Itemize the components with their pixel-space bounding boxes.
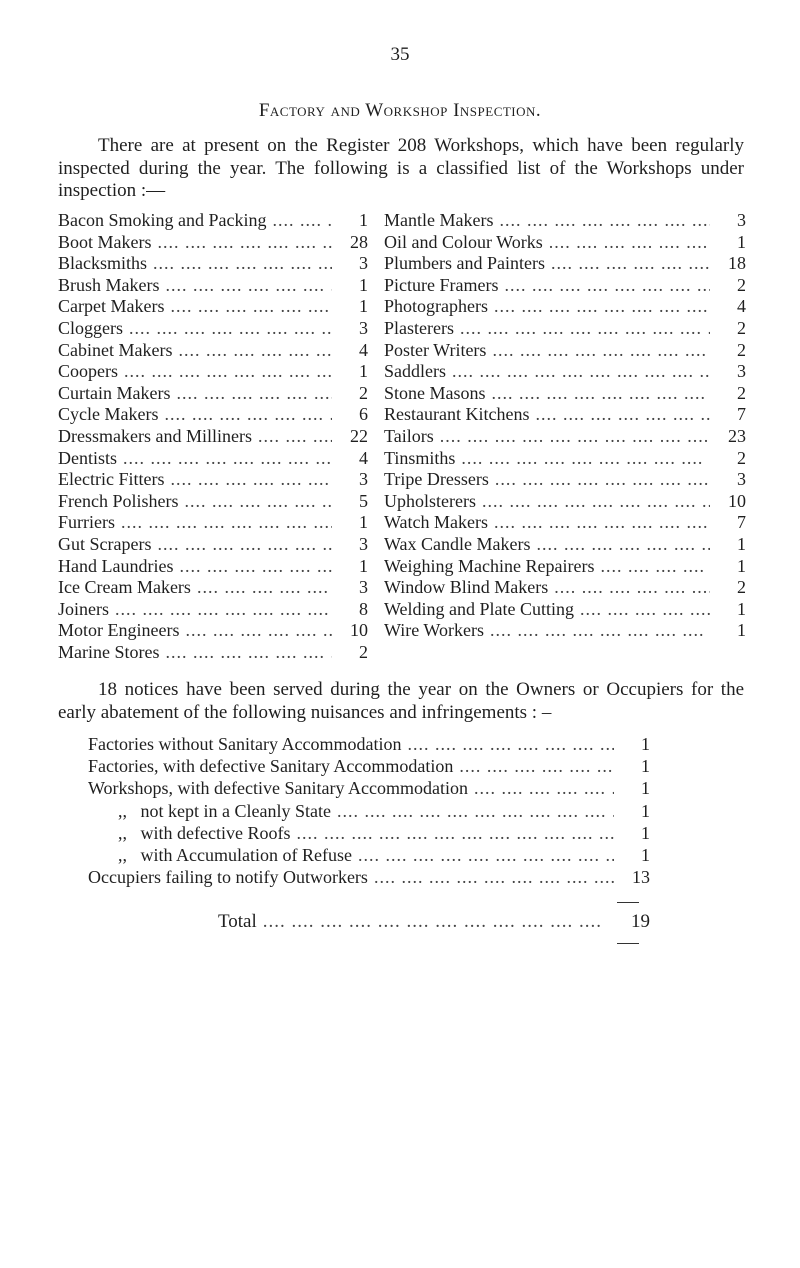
trade-row [58, 448, 368, 470]
trade-count: 3 [359, 253, 368, 274]
trade-name: Coopers [58, 361, 118, 382]
trade-row [384, 296, 746, 318]
trade-name: Stone Masons [384, 382, 486, 403]
nuisance-row [88, 777, 650, 799]
trade-count: 3 [737, 361, 746, 382]
trade-count: 10 [350, 620, 368, 641]
trade-row [384, 491, 746, 513]
trade-name: Watch Makers [384, 512, 489, 533]
trade-name: Tailors [384, 425, 434, 446]
trade-count: 18 [728, 253, 746, 274]
trade-row [58, 534, 368, 556]
nuisance-row [88, 844, 650, 866]
trade-row [58, 577, 368, 599]
trade-name: Gut Scrapers [58, 533, 152, 554]
trade-count: 1 [359, 555, 368, 576]
trade-row [384, 404, 746, 426]
trade-count: 2 [737, 577, 746, 598]
nuisance-label: Factories without Sanitary Accommodation [88, 734, 402, 754]
nuisance-count: 1 [641, 800, 650, 821]
trade-name: Furriers [58, 512, 115, 533]
trade-name: Plasterers [384, 317, 454, 338]
intro-paragraph: There are at present on the Register 208 Workshops, which have been regularly inspected during the year. The following is a classified list of the Workshops under inspection :— [58, 135, 744, 201]
trade-name: Picture Framers [384, 274, 499, 295]
trade-count: 7 [737, 512, 746, 533]
trade-name: French Polishers [58, 490, 179, 511]
trade-name: Poster Writers [384, 339, 487, 360]
nuisance-count: 13 [632, 867, 650, 888]
trade-count: 2 [737, 317, 746, 338]
total-rule-top [617, 902, 639, 903]
trade-name: Electric Fitters [58, 469, 165, 490]
trade-count: 1 [737, 598, 746, 619]
trade-count: 3 [359, 533, 368, 554]
trade-count: 1 [359, 361, 368, 382]
nuisance-label: Workshops, with defective Sanitary Accommodation [88, 778, 468, 799]
trade-row [384, 599, 746, 621]
trade-row [58, 469, 368, 491]
trade-count: 5 [359, 490, 368, 511]
trade-row [384, 469, 746, 491]
nuisance-count: 1 [641, 756, 650, 777]
trade-name: Restaurant Kitchens [384, 404, 530, 425]
trade-name: Curtain Makers [58, 382, 171, 403]
trade-count: 4 [359, 447, 368, 468]
trade-name: Tripe Dressers [384, 469, 489, 490]
trade-name: Cloggers [58, 317, 123, 338]
trade-name: Blacksmiths [58, 253, 147, 274]
trade-name: Carpet Makers [58, 296, 165, 317]
trades-right-column [384, 210, 746, 642]
trade-count: 2 [737, 447, 746, 468]
trade-name: Mantle Makers [384, 210, 494, 230]
trade-name: Plumbers and Painters [384, 253, 545, 274]
trade-row [58, 383, 368, 405]
nuisance-label: ,, not kept in a Cleanly State [118, 800, 331, 821]
trade-name: Wax Candle Makers [384, 533, 531, 554]
trade-name: Ice Cream Makers [58, 577, 191, 598]
trade-row [58, 232, 368, 254]
trade-row [58, 642, 368, 664]
trade-name: Joiners [58, 598, 109, 619]
page-number: 35 [390, 44, 410, 65]
trade-name: Brush Makers [58, 274, 160, 295]
trade-name: Upholsterers [384, 490, 476, 511]
trade-row [58, 340, 368, 362]
trade-name: Tinsmiths [384, 447, 456, 468]
trade-row [58, 556, 368, 578]
trade-count: 3 [359, 469, 368, 490]
nuisance-row [88, 800, 650, 822]
trade-row [58, 426, 368, 448]
trade-row [384, 275, 746, 297]
trade-row [58, 318, 368, 340]
trade-row [384, 448, 746, 470]
trade-row [58, 599, 368, 621]
trade-count: 8 [359, 598, 368, 619]
trade-row [384, 210, 746, 232]
trade-row [58, 296, 368, 318]
trade-count: 1 [737, 533, 746, 554]
trade-count: 3 [737, 210, 746, 230]
trade-count: 1 [359, 210, 368, 230]
trade-count: 23 [728, 425, 746, 446]
trade-name: Cycle Makers [58, 404, 159, 425]
trade-row [58, 404, 368, 426]
trade-name: Motor Engineers [58, 620, 180, 641]
nuisance-label: ,, with Accumulation of Refuse [118, 844, 352, 865]
trade-name: Marine Stores [58, 641, 160, 662]
trade-count: 3 [359, 577, 368, 598]
trade-count: 4 [737, 296, 746, 317]
trade-count: 2 [359, 641, 368, 662]
trade-count: 7 [737, 404, 746, 425]
trade-row [58, 620, 368, 642]
trade-row [384, 253, 746, 275]
trade-name: Saddlers [384, 361, 446, 382]
nuisance-row [88, 733, 650, 755]
trade-name: Weighing Machine Repairers [384, 555, 595, 576]
trade-row [384, 534, 746, 556]
nuisance-row [88, 755, 650, 777]
total-count: 19 [631, 911, 650, 932]
trades-left-column [58, 210, 368, 663]
trade-row [384, 620, 746, 642]
trade-row [384, 426, 746, 448]
trade-count: 1 [737, 555, 746, 576]
trade-count: 1 [737, 231, 746, 252]
trade-row [58, 512, 368, 534]
nuisances-list [88, 733, 650, 888]
trade-row [384, 361, 746, 383]
trade-count: 6 [359, 404, 368, 425]
trade-row [58, 210, 368, 232]
nuisance-label: Occupiers failing to notify Outworkers [88, 867, 368, 888]
trade-name: Hand Laundries [58, 555, 174, 576]
trade-name: Photographers [384, 296, 488, 317]
trade-name: Window Blind Makers [384, 577, 549, 598]
trade-row [384, 556, 746, 578]
trade-row [384, 232, 746, 254]
trade-name: Bacon Smoking and Packing [58, 210, 267, 230]
trade-row [384, 512, 746, 534]
trade-count: 3 [359, 317, 368, 338]
trade-name: Dressmakers and Milliners [58, 425, 252, 446]
trade-count: 1 [737, 620, 746, 641]
total-row [88, 910, 650, 934]
trade-name: Dentists [58, 447, 118, 468]
trade-count: 1 [359, 512, 368, 533]
trade-count: 1 [359, 296, 368, 317]
nuisance-row [88, 822, 650, 844]
nuisance-count: 1 [641, 778, 650, 799]
nuisance-count: 1 [641, 822, 650, 843]
trade-row [384, 577, 746, 599]
nuisance-count: 1 [641, 844, 650, 865]
trade-count: 2 [737, 339, 746, 360]
trade-count: 2 [737, 274, 746, 295]
nuisance-label: Factories, with defective Sanitary Accommodation [88, 756, 454, 777]
trade-count: 4 [359, 339, 368, 360]
trade-count: 2 [737, 382, 746, 403]
nuisance-label: ,, with defective Roofs [118, 822, 291, 843]
trade-name: Wire Workers [384, 620, 484, 641]
trade-row [58, 491, 368, 513]
trade-row [384, 383, 746, 405]
notices-paragraph: 18 notices have been served during the year on the Owners or Occupiers for the early abatement of the following nuisances and infringements : – [58, 679, 744, 723]
trade-row [58, 361, 368, 383]
trade-name: Oil and Colour Works [384, 231, 543, 252]
trade-count: 1 [359, 274, 368, 295]
trade-count: 3 [737, 469, 746, 490]
trade-count: 10 [728, 490, 746, 511]
trade-row [384, 340, 746, 362]
total-rule-bottom [617, 943, 639, 944]
page-heading: Factory and Workshop Inspection. [258, 100, 542, 121]
total-label: Total [218, 911, 257, 932]
nuisance-count: 1 [641, 734, 650, 754]
trade-count: 28 [350, 231, 368, 252]
trade-row [384, 318, 746, 340]
trade-name: Boot Makers [58, 231, 152, 252]
trade-row [58, 275, 368, 297]
trade-row [58, 253, 368, 275]
nuisance-row [88, 866, 650, 888]
trade-count: 2 [359, 382, 368, 403]
trade-name: Welding and Plate Cutting [384, 598, 575, 619]
trade-count: 22 [350, 425, 368, 446]
trade-name: Cabinet Makers [58, 339, 173, 360]
